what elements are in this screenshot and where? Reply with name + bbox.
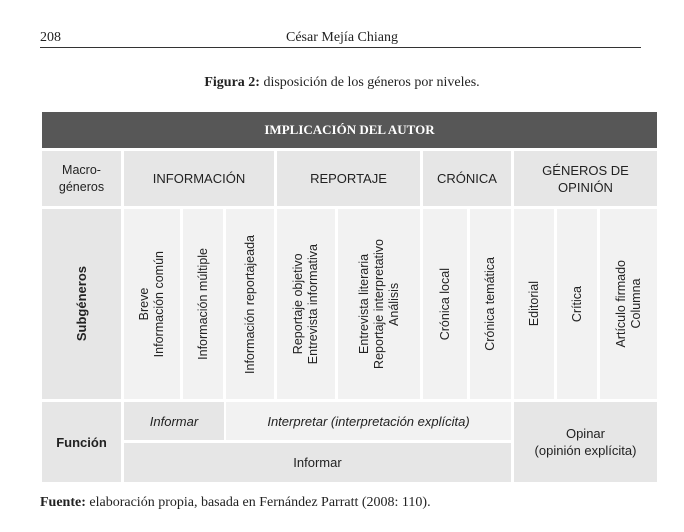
subgenre-text: Editorial (526, 281, 541, 327)
macro-informacion: INFORMACIÓN (124, 151, 274, 206)
running-head: César Mejía Chiang (286, 30, 398, 45)
subgenre-cell (470, 209, 511, 399)
subgenre-text: Información reportajeada (242, 234, 257, 374)
subgenre-cell (124, 209, 180, 399)
source-note (40, 495, 431, 511)
header-rule (40, 47, 641, 48)
subgenre-cell (600, 209, 657, 399)
source-text: elaboración propia, basada en Fernández Parratt (2008: 110). (85, 495, 431, 510)
subgenre-text: Crítica (569, 285, 584, 323)
figure-caption (0, 75, 684, 91)
subgenre-cell (183, 209, 223, 399)
macro-generos-opinion: GÉNEROS DE OPINIÓN (514, 151, 657, 206)
subgeneros-label: Subgéneros (74, 266, 89, 342)
caption-label: Figura 2: (204, 75, 260, 90)
macro-reportaje: REPORTAJE (277, 151, 420, 206)
table-title: IMPLICACIÓN DEL AUTOR (42, 112, 657, 148)
subgenre-text: Artículo firmado Columna (613, 260, 643, 348)
subgenre-text: Crónica temática (483, 257, 497, 351)
macro-label: Macro- géneros (42, 151, 121, 206)
funcion-opinar: Opinar (opinión explícita) (514, 402, 657, 482)
subgenre-text: Entrevista literaria Reportaje interpretativo Análisis (356, 239, 401, 369)
macro-cronica: CRÓNICA (423, 151, 511, 206)
page-number: 208 (40, 30, 61, 45)
funcion-informar-bottom: Informar (124, 443, 511, 482)
caption-text: disposición de los géneros por niveles. (259, 75, 480, 90)
genre-levels-table (42, 112, 657, 482)
subgenre-cell (277, 209, 335, 399)
subgeneros-label-cell (42, 209, 121, 399)
funcion-informar-top: Informar (124, 402, 224, 440)
subgenre-cell (557, 209, 597, 399)
source-label: Fuente: (40, 495, 86, 510)
subgenre-cell (423, 209, 467, 399)
funcion-label: Función (42, 402, 121, 482)
subgenre-cell (514, 209, 554, 399)
subgenre-text: Crónica local (437, 267, 452, 341)
subgenre-text: Breve Información común (137, 250, 166, 358)
subgenre-cell (226, 209, 274, 399)
subgenre-text: Información múltiple (195, 248, 210, 360)
subgenre-text: Reportaje objetivo Entrevista informativa (291, 243, 320, 365)
funcion-interpretar: Interpretar (interpretación explícita) (226, 402, 511, 440)
subgenre-cell (338, 209, 420, 399)
